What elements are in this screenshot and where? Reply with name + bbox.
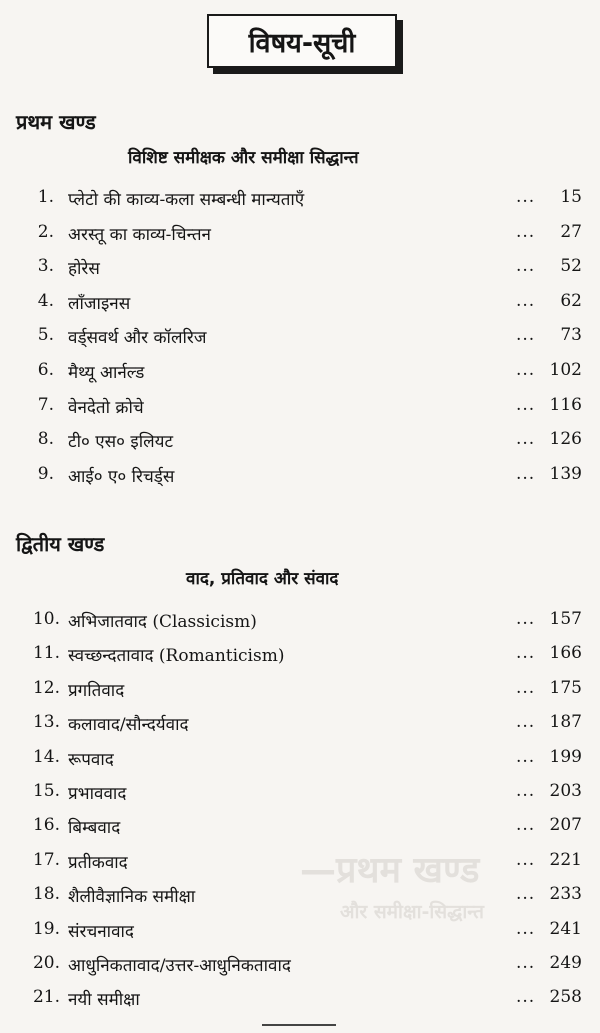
page-number: 52: [560, 256, 582, 277]
page-number: 73: [560, 325, 582, 346]
page-number: 233: [549, 884, 582, 905]
entry-title: लाँजाइनस: [68, 293, 131, 314]
leader-dots: ...: [516, 884, 536, 905]
leader-dots: ...: [516, 394, 536, 415]
toc-entry: [0, 604, 600, 638]
page-number: 27: [560, 221, 582, 242]
leader-dots: ...: [516, 712, 536, 733]
page-number: 139: [549, 463, 582, 484]
entry-title: टी० एस० इलियट: [68, 432, 174, 453]
leader-dots: ...: [516, 290, 536, 311]
entry-title: प्रगतिवाद: [68, 680, 125, 701]
entry-title: शैलीवैज्ञानिक समीक्षा: [68, 887, 196, 908]
entry-title: आई० ए० रिचर्ड्स: [68, 466, 175, 487]
entry-title: आधुनिकतावाद/उत्तर-आधुनिकतावाद: [68, 955, 291, 976]
leader-dots: ...: [516, 187, 536, 207]
toc-entry: [0, 810, 600, 844]
page-number: 199: [549, 746, 582, 767]
page-number: 15: [560, 187, 582, 207]
entry-number: 15.: [32, 780, 60, 801]
toc-entry: [0, 355, 600, 390]
page-bottom-rule: [262, 1024, 336, 1026]
entry-title: प्रतीकवाद: [68, 852, 128, 873]
page-number: 187: [549, 712, 582, 733]
entry-title: वर्ड्सवर्थ और कॉलरिज: [68, 328, 207, 349]
section-heading-2: द्वितीय खण्ड: [16, 532, 105, 556]
leader-dots: ...: [516, 952, 536, 973]
entry-title: होरेस: [68, 259, 100, 280]
page-number: 102: [549, 359, 582, 380]
entry-number: 12.: [32, 677, 60, 698]
leader-dots: ...: [516, 325, 536, 346]
entry-number: 18.: [32, 884, 60, 905]
toc-entry: [0, 251, 600, 286]
entry-number: 11.: [32, 643, 60, 664]
toc-entry: [0, 707, 600, 741]
entry-number: 8.: [37, 429, 54, 450]
entry-title: मैथ्यू आर्नल्ड: [68, 362, 145, 383]
toc-entry: [0, 879, 600, 913]
leader-dots: ...: [516, 609, 536, 629]
toc-entry: [0, 390, 600, 425]
entry-title: अभिजातवाद (Classicism): [68, 612, 257, 632]
entry-number: 7.: [37, 394, 54, 415]
toc-entry: [0, 982, 600, 1016]
toc-entry: [0, 845, 600, 879]
toc-entry: [0, 638, 600, 672]
entry-title: अरस्तू का काव्य-चिन्तन: [68, 224, 211, 245]
entry-title: बिम्बवाद: [68, 818, 121, 839]
leader-dots: ...: [516, 746, 536, 767]
page-number: 126: [549, 429, 582, 450]
page-number: 249: [549, 952, 582, 973]
bleed-through-line-1: —प्रथम खण्ड: [300, 850, 480, 891]
page-number: 116: [549, 394, 582, 415]
toc-entry: [0, 673, 600, 707]
toc-entry: [0, 459, 600, 494]
entry-title: कलावाद/सौन्दर्यवाद: [68, 715, 189, 736]
entry-number: 1.: [37, 187, 54, 207]
page-number: 207: [549, 815, 582, 836]
page-number: 241: [549, 918, 582, 939]
page-title: विषय-सूची: [207, 14, 397, 68]
leader-dots: ...: [516, 815, 536, 836]
entry-number: 6.: [37, 359, 54, 380]
toc-list-section-2: [0, 604, 600, 1017]
page-number: 203: [549, 780, 582, 801]
title-frame: [207, 14, 397, 68]
entry-title: नयी समीक्षा: [68, 990, 140, 1011]
entry-number: 17.: [32, 849, 60, 870]
section-heading-1: प्रथम खण्ड: [16, 110, 96, 134]
entry-number: 14.: [32, 746, 60, 767]
entry-title: रूपवाद: [68, 749, 114, 770]
entry-number: 16.: [32, 815, 60, 836]
toc-entry: [0, 742, 600, 776]
entry-number: 2.: [37, 221, 54, 242]
entry-number: 20.: [32, 952, 60, 973]
toc-entry: [0, 182, 600, 217]
toc-entry: [0, 286, 600, 321]
entry-number: 21.: [32, 987, 60, 1008]
toc-entry: [0, 217, 600, 252]
toc-entry: [0, 424, 600, 459]
toc-entry: [0, 948, 600, 982]
page-number: 166: [549, 643, 582, 664]
section-subheading-1: विशिष्ट समीक्षक और समीक्षा सिद्धान्त: [128, 148, 359, 168]
entry-number: 5.: [37, 325, 54, 346]
entry-number: 3.: [37, 256, 54, 277]
entry-number: 4.: [37, 290, 54, 311]
leader-dots: ...: [516, 256, 536, 277]
leader-dots: ...: [516, 359, 536, 380]
entry-title: संरचनावाद: [68, 921, 134, 942]
entry-number: 9.: [37, 463, 54, 484]
page-number: 62: [560, 290, 582, 311]
entry-number: 19.: [32, 918, 60, 939]
entry-title: प्रभाववाद: [68, 783, 127, 804]
leader-dots: ...: [516, 429, 536, 450]
bleed-through-line-2: और समीक्षा-सिद्धान्त: [340, 901, 484, 923]
toc-list-section-1: [0, 182, 600, 493]
leader-dots: ...: [516, 221, 536, 242]
leader-dots: ...: [516, 677, 536, 698]
page-number: 221: [549, 849, 582, 870]
leader-dots: ...: [516, 987, 536, 1008]
entry-title: प्लेटो की काव्य-कला सम्बन्धी मान्यताएँ: [68, 190, 305, 210]
page-number: 258: [549, 987, 582, 1008]
entry-title: स्वच्छन्दतावाद (Romanticism): [68, 646, 285, 667]
leader-dots: ...: [516, 643, 536, 664]
section-subheading-2: वाद, प्रतिवाद और संवाद: [186, 569, 339, 589]
leader-dots: ...: [516, 918, 536, 939]
leader-dots: ...: [516, 780, 536, 801]
leader-dots: ...: [516, 463, 536, 484]
entry-title: वेनदेतो क्रोचे: [68, 397, 144, 418]
page-number: 175: [549, 677, 582, 698]
entry-number: 13.: [32, 712, 60, 733]
toc-entry: [0, 320, 600, 355]
toc-entry: [0, 776, 600, 810]
entry-number: 10.: [32, 609, 60, 629]
page-number: 157: [549, 609, 582, 629]
toc-entry: [0, 914, 600, 948]
leader-dots: ...: [516, 849, 536, 870]
